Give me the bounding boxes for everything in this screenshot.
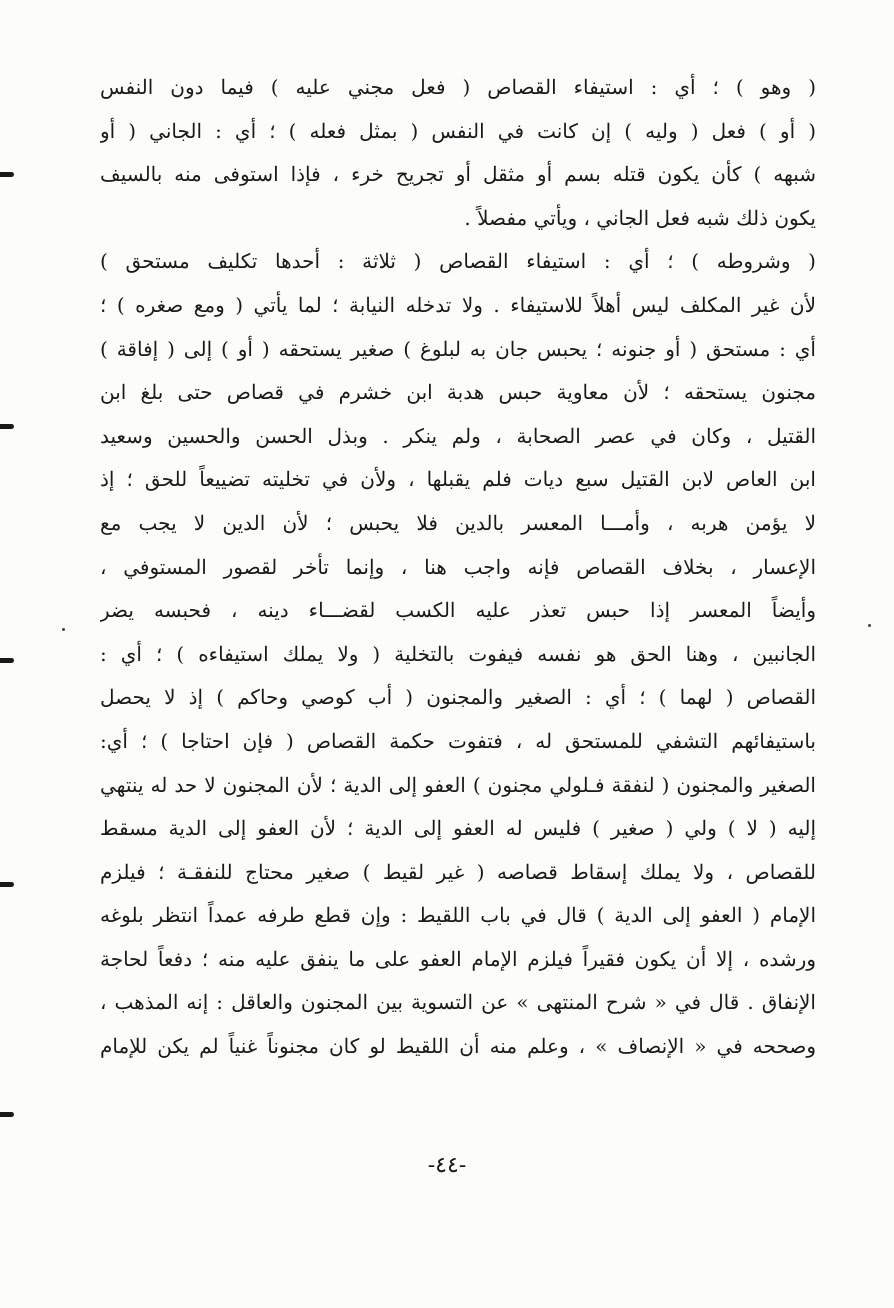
scan-edge-mark (0, 172, 14, 177)
text-line: وصححه في « الإنصاف » ، وعلم منه أن اللقيط لو كان مجنوناً غنياً لم يكن للإمام (100, 1034, 816, 1059)
body-text (100, 66, 816, 1069)
scan-speck (868, 624, 871, 627)
text-line: أي : مستحق ( أو جنونه ؛ يحبس جان به لبلوغ ) صغير يستحقه ( أو ) إلى ( إفاقة ) (100, 336, 816, 361)
text-line: الصغير والمجنون ( لنفقة فـلولي مجنون ) العفو إلى الدية ؛ لأن المجنون لا حد له ينتهي (100, 772, 816, 797)
text-line: باستيفائهم التشفي للمستحق له ، فتفوت حكمة القصاص ( فإن احتاجا ) ؛ أي: (100, 728, 816, 753)
text-line: ورشده ، إلا أن يكون فقيراً فيلزم الإمام العفو على ما ينفق عليه منه ؛ دفعاً لحاجة (100, 946, 816, 971)
scan-speck (62, 628, 65, 631)
text-line: القصاص ( لهما ) ؛ أي : الصغير والمجنون ( أب كوصي وحاكم ) إذ لا يحصل (100, 685, 816, 710)
text-line: ( وهو ) ؛ أي : استيفاء القصاص ( فعل مجني عليه ) فيما دون النفس (100, 75, 816, 99)
text-line: ابن العاص لابن القتيل سبع ديات فلم يقبلها ، ولأن في تخليته تضييعاً للحق ؛ إذ (100, 467, 816, 492)
scan-edge-mark (0, 658, 14, 663)
text-line: الإعسار ، بخلاف القصاص فإنه واجب هنا ، وإنما تأخر لقصور المستوفي ، (100, 554, 816, 579)
text-line: إليه ( لا ) ولي ( صغير ) فليس له العفو إلى الدية ؛ لأن العفو إلى الدية مسقط (100, 816, 816, 841)
text-line: القتيل ، وكان في عصر الصحابة ، ولم ينكر . وبذل الحسن والحسين وسعيد (100, 423, 816, 448)
text-line: لا يؤمن هربه ، وأمـــا المعسر بالدين فلا يحبس ؛ لأن الدين لا يجب مع (100, 510, 816, 535)
text-line: لأن غير المكلف ليس أهلاً للاستيفاء . ولا تدخله النيابة ؛ لما يأتي ( ومع صغره ) ؛ (100, 292, 816, 317)
scan-edge-mark (0, 424, 14, 429)
text-line: الإنفاق . قال في « شرح المنتهى » عن التسوية بين المجنون والعاقل : إنه المذهب ، (100, 990, 816, 1015)
page-number: -٤٤- (427, 1153, 467, 1178)
text-line: ( أو ) فعل ( وليه ) إن كانت في النفس ( بمثل فعله ) ؛ أي : الجاني ( أو (100, 118, 816, 143)
text-line: مجنون يستحقه ؛ لأن معاوية حبس هدبة ابن خشرم في قصاص حتى بلغ ابن (100, 380, 816, 405)
text-line: شبهه ) كأن يكون قتله بسم أو مثقل أو تجريح خرء ، فإذا استوفى منه بالسيف (100, 162, 816, 187)
text-line: ( وشروطه ) ؛ أي : استيفاء القصاص ( ثلاثة : أحدها تكليف مستحق ) (100, 249, 816, 274)
text-line: الإمام ( العفو إلى الدية ) قال في باب اللقيط : وإن قطع طرفه عمداً انتظر بلوغه (100, 903, 816, 928)
text-line: للقصاص ، ولا يملك إسقاط قصاصه ( غير لقيط ) صغير محتاج للنفقـة ؛ فيلزم (100, 859, 816, 884)
text-line: يكون ذلك شبه فعل الجاني ، ويأتي مفصلاً . (464, 205, 816, 230)
scan-edge-mark (0, 882, 14, 887)
scan-edge-mark (0, 1112, 14, 1117)
text-line: الجانبين ، وهنا الحق هو نفسه فيفوت بالتخلية ( ولا يملك استيفاءه ) ؛ أي : (100, 641, 816, 666)
text-line: وأيضاً المعسر إذا حبس تعذر عليه الكسب لقضـــاء دينه ، فحبسه يضر (100, 598, 816, 623)
